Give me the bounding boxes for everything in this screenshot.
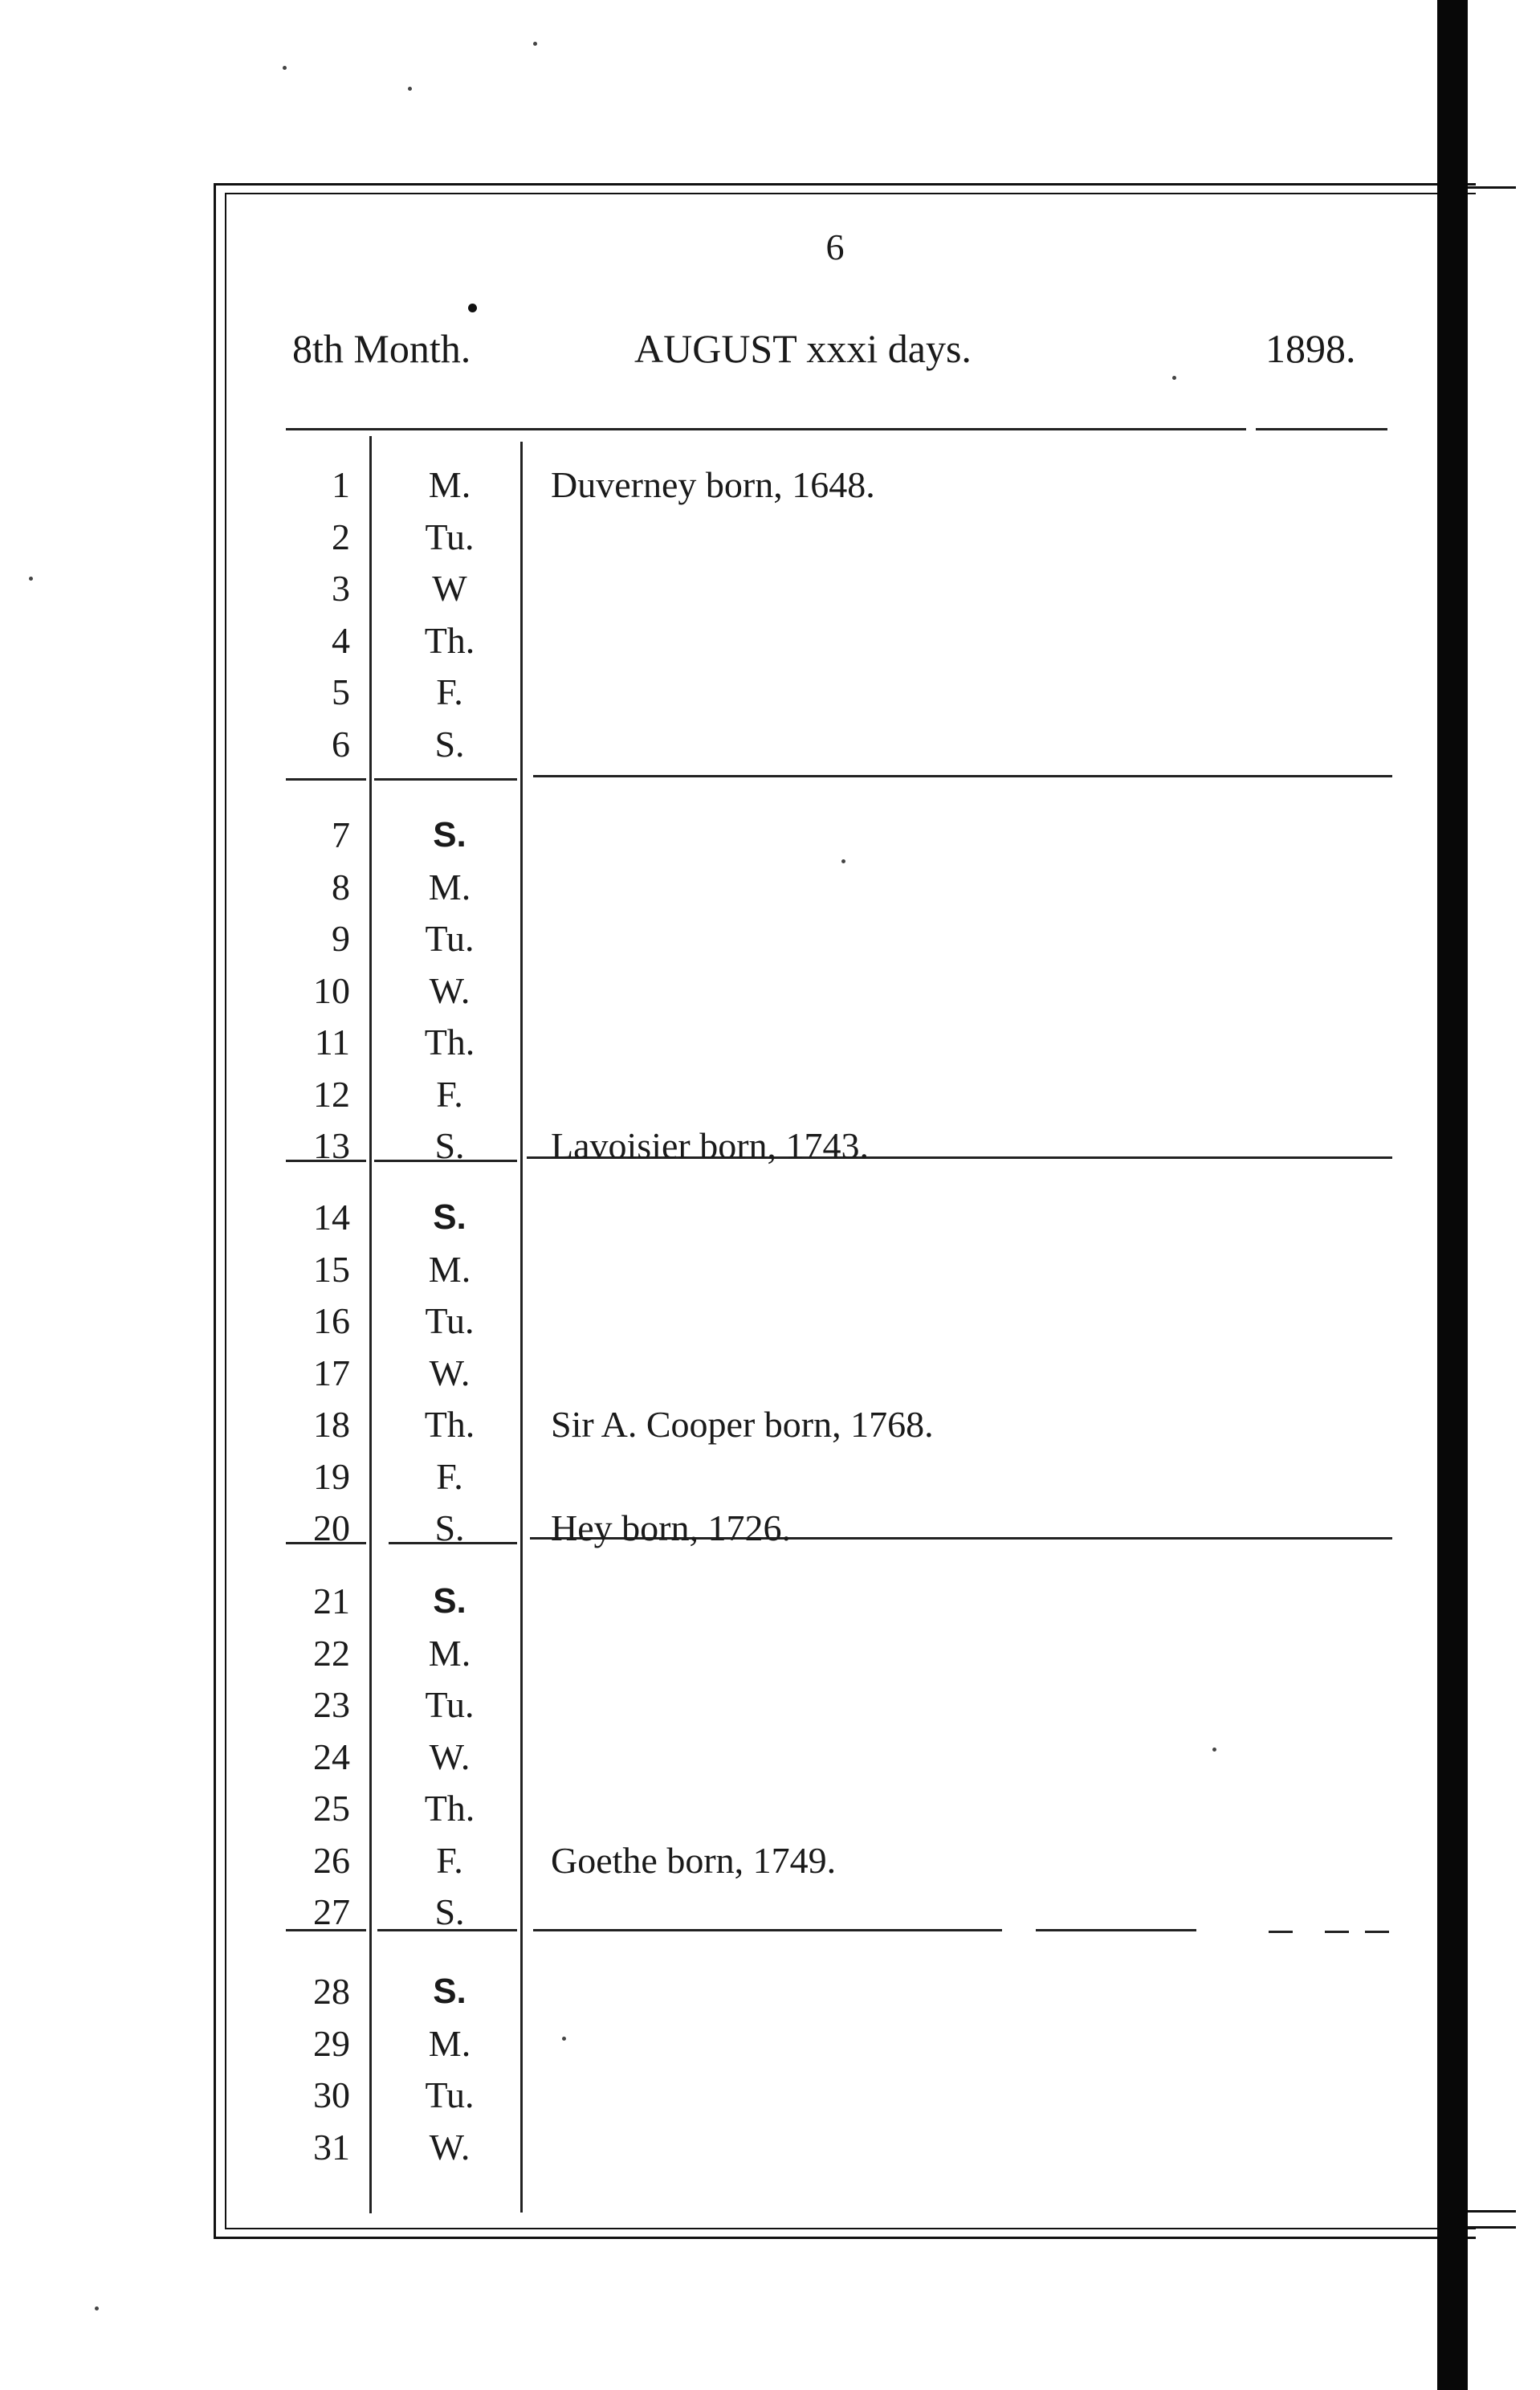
paper-speck [29,577,33,581]
weekday: Tu. [425,1684,475,1725]
anniversary-note: Lavoisier born, 1743. [551,1125,870,1166]
weekday: F. [436,1840,463,1881]
anniversary-note: Duverney born, 1648. [551,464,875,505]
day-number: 11 [314,1022,350,1062]
weekday: Tu. [425,918,475,959]
weekday: F. [436,1074,463,1115]
weekday: W. [429,970,471,1011]
weekday: Th. [424,1788,475,1829]
weekday: Th. [424,620,475,661]
day-number: 9 [332,918,350,959]
day-number: 18 [313,1404,350,1445]
weekday: S. [434,1891,465,1932]
weekday: W [432,568,467,609]
paper-speck [95,2306,99,2310]
day-number: 16 [313,1300,350,1341]
month-ordinal: 8th Month. [292,326,471,371]
month-title: AUGUST xxxi days. [634,326,972,371]
day-number: 21 [313,1580,350,1621]
day-number: 30 [313,2074,350,2115]
weekday: Th. [424,1022,475,1062]
day-number: 17 [313,1352,350,1393]
day-number: 24 [313,1736,350,1777]
weekday-sunday: S. [433,1972,466,2011]
day-number: 7 [332,814,350,855]
day-number: 27 [313,1891,350,1932]
weekday: W. [429,1736,471,1777]
day-number: 3 [332,568,350,609]
year: 1898. [1265,326,1356,371]
day-number: 19 [313,1456,350,1497]
day-number: 14 [313,1197,350,1238]
paper-speck [283,66,287,70]
weekday: F. [436,1456,463,1497]
weekday: Tu. [425,2074,475,2115]
day-number: 10 [313,970,350,1011]
day-number: 2 [332,516,350,557]
weekday: M. [428,867,471,907]
day-number: 25 [313,1788,350,1829]
paper-speck [533,42,537,46]
day-number: 4 [332,620,350,661]
paper-speck [562,2037,566,2041]
weekday: S. [434,1507,465,1548]
day-number: 20 [313,1507,350,1548]
day-number: 6 [332,724,350,765]
page-number: 6 [825,226,845,267]
weekday: S. [434,1125,465,1166]
weekday: Tu. [425,1300,475,1341]
weekday: W. [429,2127,471,2168]
anniversary-note: Goethe born, 1749. [551,1840,837,1881]
weekday: M. [428,1633,471,1674]
day-number: 5 [332,671,350,712]
paper-speck [408,87,412,91]
weekday: Tu. [425,516,475,557]
weekday-sunday: S. [433,815,466,854]
day-number: 13 [313,1125,350,1166]
weekday-sunday: S. [433,1581,466,1621]
day-number: 22 [313,1633,350,1674]
anniversary-note: Sir A. Cooper born, 1768. [551,1404,934,1445]
weekday: W. [429,1352,471,1393]
day-number: 28 [313,1971,350,2012]
day-number: 12 [313,1074,350,1115]
day-number: 1 [332,464,350,505]
day-number: 8 [332,867,350,907]
paper-speck [1212,1748,1216,1752]
weekday: Th. [424,1404,475,1445]
day-number: 23 [313,1684,350,1725]
weekday: M. [428,2023,471,2064]
anniversary-note: Hey born, 1726. [551,1507,791,1548]
day-number: 15 [313,1249,350,1290]
weekday: S. [434,724,465,765]
day-number: 31 [313,2127,350,2168]
paper-speck [841,859,845,863]
weekday: F. [436,671,463,712]
day-number: 29 [313,2023,350,2064]
weekday-sunday: S. [433,1197,466,1237]
day-number: 26 [313,1840,350,1881]
paper-speck [1172,376,1176,380]
weekday: M. [428,464,471,505]
weekday: M. [428,1249,471,1290]
